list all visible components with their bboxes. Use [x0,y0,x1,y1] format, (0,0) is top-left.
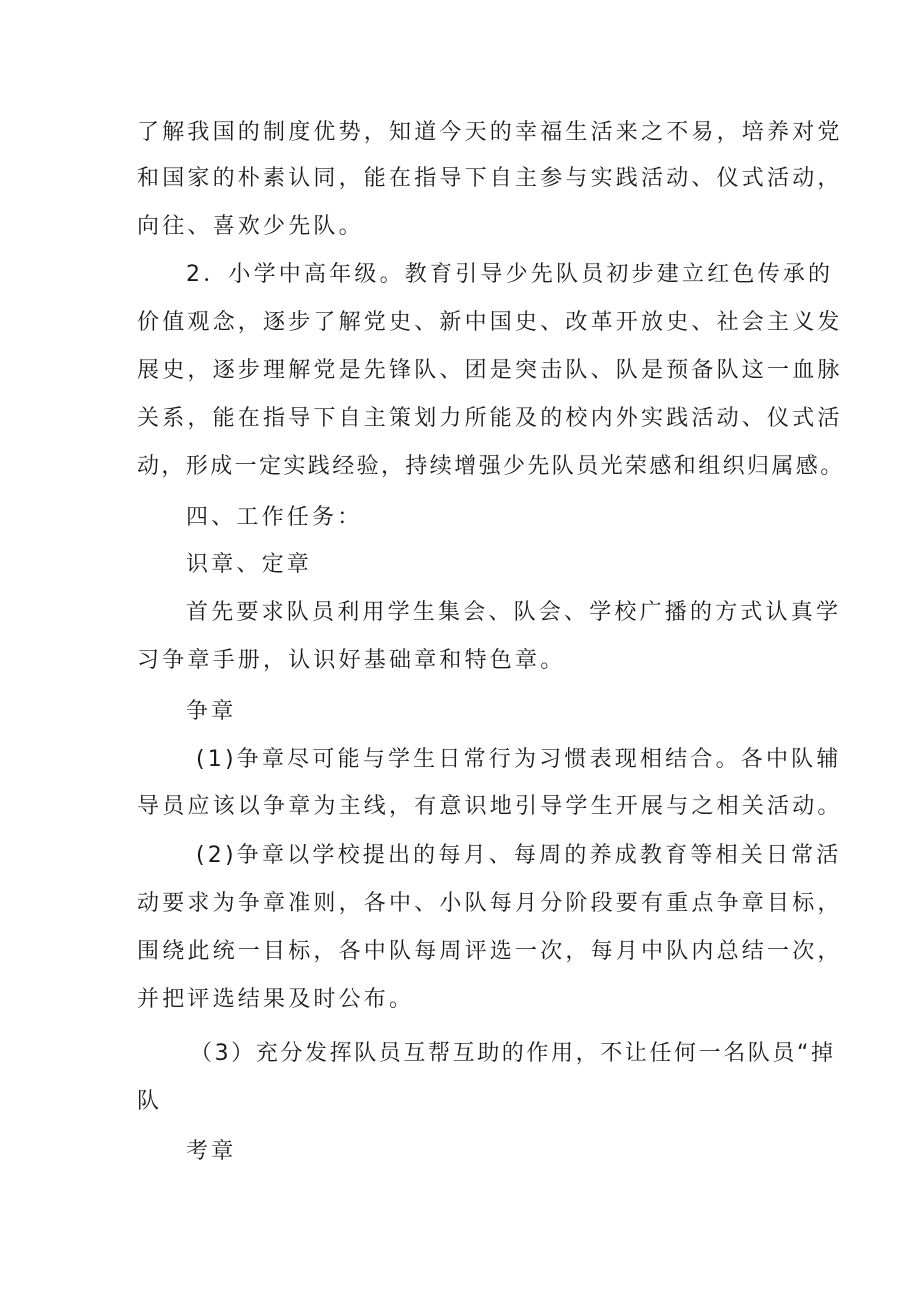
text-line: 关系，能在指导下自主策划力所能及的校内外实践活动、仪式活 [137,406,843,431]
text-line: 动，形成一定实践经验，持续增强少先队员光荣感和组织归属感。 [137,454,845,479]
text-line: 动要求为争章准则，各中、小队每月分阶段要有重点争章目标， [137,891,843,916]
subsection-heading: 识章、定章 [186,552,313,577]
text-line: 首先要求队员利用学生集会、队会、学校广播的方式认真学 [186,600,842,625]
text-line: 价值观念，逐步了解党史、新中国史、改革开放史、社会主义发 [137,310,843,335]
text-line: （3）充分发挥队员互帮互助的作用，不让任何一名队员“掉 [190,1041,836,1066]
text-line: (2)争章以学校提出的每月、每周的养成教育等相关日常活 [196,843,842,868]
text-line: (1)争章尽可能与学生日常行为习惯表现相结合。各中队辅 [196,747,842,772]
text-line: 并把评选结果及时公布。 [137,987,415,1012]
subsection-heading: 考章 [186,1139,237,1164]
text-line: 导员应该以争章为主线，有意识地引导学生开展与之相关活动。 [137,794,843,819]
text-line: 向往、喜欢少先队。 [137,214,364,239]
text-line: 和国家的朴素认同，能在指导下自主参与实践活动、仪式活动， [137,166,843,191]
text-line: 队 [137,1089,163,1114]
text-line: 展史，逐步理解党是先锋队、团是突击队、队是预备队这一血脉 [137,358,843,383]
text-line: 习争章手册，认识好基础章和特色章。 [137,648,566,673]
subsection-heading: 争章 [186,699,237,724]
text-line: 了解我国的制度优势，知道今天的幸福生活来之不易，培养对党 [137,120,843,145]
text-line: 2．小学中高年级。教育引导少先队员初步建立红色传承的 [186,262,834,287]
section-heading: 四、工作任务： [186,505,363,530]
text-line: 围绕此统一目标，各中队每周评选一次，每月中队内总结一次， [137,939,843,964]
